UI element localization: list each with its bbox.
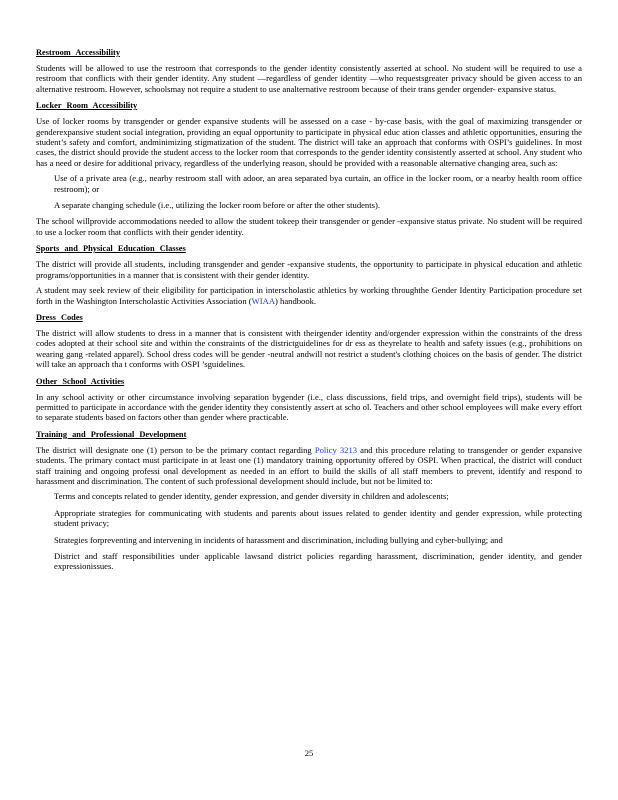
wiaa-link[interactable]: WIAA: [251, 295, 276, 306]
other-activities-paragraph: In any school activity or other circumstance involving separation bygender (i.e., class discussions, field trips, and overnight field trips), students will be permitted to participate in accordance with the gender identity they consistently assert at scho ol. Teachers and other school employees will make every effort to separate students based on factors other than gender where practicable.: [36, 391, 582, 423]
page-number: 25: [304, 748, 314, 758]
list-item: Terms and concepts related to gender identity, gender expression, and gender diversity in children and adolescents;: [54, 491, 449, 502]
section-other-activities: [36, 377, 582, 423]
section-training: [36, 430, 582, 572]
list-item: Strategies forpreventing and intervening in incidents of harassment and discrimination, including bullying and cyber-bullying; and: [54, 534, 503, 545]
dress-paragraph: The district will allow students to dress in a manner that is consistent with theirgender identity and/orgender expression within the constraints of the dress codes adopted at their school site and within the constraints of the districtguidelines for dr ess as theyrelate to health and safety issues (e.g., prohibitions on wearing gang -related apparel). School dress codes will be gender -neutral andwill not restrict a student's clothing choices on the basis of gender. The district will take an approach tha t conforms with OSPI ’sguidelines.: [36, 327, 582, 370]
heading-locker-room-accessibility: Locker Room Accessibility: [36, 101, 138, 111]
section-sports: [36, 244, 582, 306]
restroom-paragraph: Students will be allowed to use the restroom that corresponds to the gender identity consistently asserted at school. No student will be required to use a restroom that conflicts with their gender identity. Any student —regardless of gender identity —who requestsgreater privacy should be given access to an alternative restroom. However, schoolsmay not require a student to use analternative restroom because of their trans gender orgender- expansive status.: [36, 63, 582, 94]
heading-sports-physical-education: Sports and Physical Education Classes: [36, 244, 186, 254]
training-bullet-list: [36, 491, 582, 571]
locker-paragraph-1: Use of locker rooms by transgender or gender expansive students will be assessed on a case - by-case basis, with the goal of maximizing transgender or genderexpansive student social integration, providing an equal opportunity to participate in physical educ ation classes and athletic opportunities, ensuring the student’s safety and comfort, andminimizing stigmatization of the student. The district will take an approach that conforms with OSPI’s guidelines. In most cases, the district should provide the student access to the locker room that corresponds to the gender identity consistently asserted at school. Any student who has a need or desire for additional privacy, regardless of the underlying reason, should be provided with a reasonable alternative changing area, such as:: [36, 116, 582, 168]
heading-other-school-activities: Other School Activities: [36, 376, 125, 386]
locker-paragraph-2: The school willprovide accommodations needed to allow the student tokeep their transgender or gender -expansive status private. No student will be required to use a locker room that conflicts with their gender identity.: [36, 216, 582, 237]
list-item: District and staff responsibilities under applicable lawsand district policies regarding harassment, discrimination, gender identity, and gender expressionissues.: [54, 551, 582, 572]
heading-dress-codes: Dress Codes: [36, 312, 83, 322]
section-restroom: [36, 48, 582, 94]
training-paragraph: The district will designate one (1) person to be the primary contact regarding Policy 3213 and this procedure relating to transgender or gender expansive students. The primary contact must participate in at least one (1) mandatory training opportunity offered by OSPI. When practical, the district will conduct staff training and ongoing professi onal development as needed in an effort to build the skills of all staff members to prevent, identify and respond to harassment and discrimination. The content of such professional development should include, but not be limited to:: [36, 444, 582, 486]
heading-training-professional-development: Training and Professional Development: [36, 429, 187, 439]
policy-3213-link[interactable]: Policy 3213: [314, 444, 358, 455]
list-item: Appropriate strategies for communicating with students and parents about issues related to gender identity and gender expression, while protecting student privacy;: [54, 507, 582, 529]
list-item: Use of a private area (e.g., nearby restroom stall with adoor, an area separated bya curtain, an office in the locker room, or a nearby health room office restroom); or: [54, 173, 582, 194]
sports-paragraph-2: A student may seek review of their eligibility for participation in interscholastic athletics by working throughthe Gender Identity Participation procedure set forth in the Washington Interscholastic Activities Association (WIAA) handbook.: [36, 285, 582, 306]
list-item: A separate changing schedule (i.e., utilizing the locker room before or after the other students).: [54, 200, 380, 211]
section-locker: [36, 101, 582, 237]
section-dress: [36, 313, 582, 370]
page-content: [36, 48, 582, 579]
heading-restroom-accessibility: Restroom Accessibility: [36, 48, 121, 57]
sports-paragraph-1: The district will provide all students, including transgender and gender -expansive students, the opportunity to participate in physical education and athletic programs/opportunities in a manner that is consistent with their gender identity.: [36, 259, 582, 280]
locker-bullet-list: [36, 173, 582, 210]
